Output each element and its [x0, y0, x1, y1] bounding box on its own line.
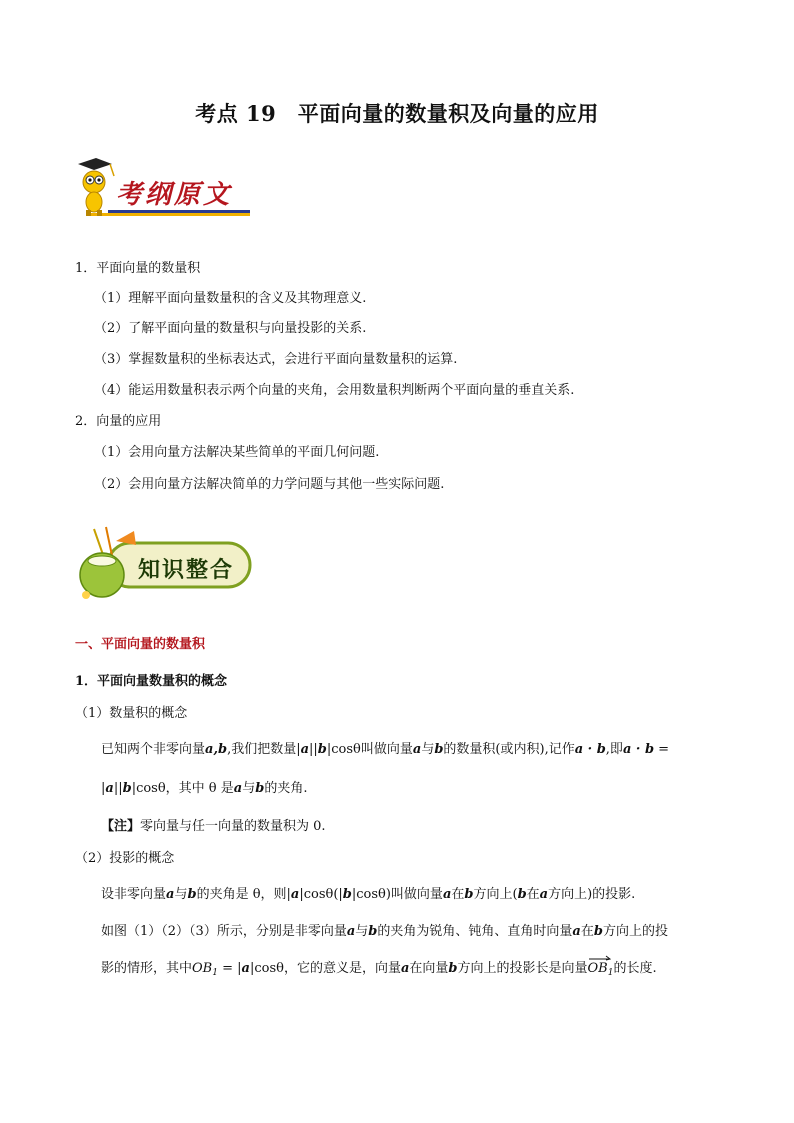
sub-title-dot-product: （1）数量积的概念: [75, 706, 188, 721]
vector-symbol: a: [290, 887, 300, 902]
text: 已知两个非零向量: [101, 742, 206, 757]
vector-symbol: a: [346, 924, 356, 939]
vector-symbol: b: [517, 887, 527, 902]
vector-symbol: b: [317, 742, 327, 757]
segment-label: OB: [192, 961, 213, 976]
vector-symbol: b: [593, 924, 603, 939]
knowledge-badge-text: 知识整合: [138, 557, 235, 583]
vector-symbol: b: [368, 924, 378, 939]
page-title: 考点 19 平面向量的数量积及向量的应用: [195, 101, 599, 126]
subscript: 1: [607, 968, 614, 978]
text: 与: [421, 742, 435, 757]
subscript: 1: [212, 968, 218, 978]
outline-sub-2-2: （2）会用向量方法解决简单的力学问题与其他一些实际问题.: [94, 477, 445, 492]
text: 在向量: [409, 961, 449, 976]
text: 的夹角为锐角、钝角、直角时向量: [377, 924, 573, 939]
vector-symbol: a: [105, 781, 114, 796]
dot-product-symbol: a · b: [622, 742, 655, 757]
text: |cosθ)叫做向量: [351, 887, 443, 902]
text: 的夹角.: [264, 781, 308, 796]
text: ||: [309, 742, 318, 757]
vector-symbol: b: [434, 742, 444, 757]
outline-sub-1-2: （2）了解平面向量的数量积与向量投影的关系.: [94, 321, 367, 336]
vector-symbol: a: [233, 781, 243, 796]
section-title: 一、平面向量的数量积: [75, 637, 206, 652]
text: 的夹角是 θ，则|: [196, 887, 291, 902]
outline-sub-2-1: （1）会用向量方法解决某些简单的平面几何问题.: [94, 445, 380, 460]
text: 与: [242, 781, 256, 796]
vector-symbol: a: [166, 887, 175, 902]
sub-title-projection: （2）投影的概念: [75, 851, 175, 866]
vector-symbol: b: [448, 961, 458, 976]
vector-ob1: [588, 960, 614, 982]
vector-arrow-icon: [588, 955, 612, 961]
text: 方向上的投影长是向量: [457, 961, 588, 976]
syllabus-badge-text: 考纲原文: [116, 180, 233, 210]
note-text: 零向量与任一向量的数量积为 0.: [140, 819, 326, 834]
text: 方向上的投: [602, 924, 668, 939]
vector-symbol: a: [572, 924, 581, 939]
vector-symbol: a,b: [205, 742, 228, 757]
text: = |: [217, 961, 242, 976]
text: ,即: [605, 742, 623, 757]
segment-ob1: [192, 961, 218, 976]
vector-symbol: a: [412, 742, 422, 757]
outline-sub-1-3: （3）掌握数量积的坐标表达式，会进行平面向量数量积的运算.: [94, 352, 458, 367]
syllabus-badge: [70, 158, 255, 220]
text: ,我们把数量|: [227, 742, 301, 757]
knowledge-badge: [72, 525, 254, 603]
text: 设非零向量: [101, 887, 167, 902]
text: 方向上(: [473, 887, 518, 902]
text: =: [654, 742, 670, 757]
text: |cosθ，其中 θ 是: [131, 781, 234, 796]
text: |cosθ，它的意义是，向量: [249, 961, 401, 976]
definition-line-2: [101, 780, 307, 798]
segment-label: OB: [587, 961, 608, 976]
vector-symbol: a: [539, 887, 549, 902]
vector-symbol: b: [255, 781, 265, 796]
vector-symbol: a: [442, 887, 452, 902]
projection-line-2: [101, 923, 668, 941]
text: 在: [451, 887, 465, 902]
projection-line-3: [101, 960, 657, 982]
vector-symbol: a: [300, 742, 310, 757]
vector-symbol: b: [342, 887, 352, 902]
outline-item-1: 1．平面向量的数量积: [75, 261, 201, 276]
text: |cosθ叫做向量: [326, 742, 413, 757]
definition-line-1: [101, 741, 669, 759]
note-line: [101, 818, 326, 836]
text: |: [101, 781, 106, 796]
text: 的数量积(或内积),记作: [443, 742, 575, 757]
dot-product-symbol: a · b: [574, 742, 606, 757]
concept-title: 1．平面向量数量积的概念: [75, 674, 228, 689]
text: 在: [526, 887, 540, 902]
vector-symbol: a: [241, 961, 250, 976]
vector-symbol: a: [400, 961, 410, 976]
text: |cosθ(|: [299, 887, 343, 902]
text: 影的情形，其中: [101, 961, 193, 976]
projection-line-1: [101, 886, 635, 904]
outline-sub-1-4: （4）能运用数量积表示两个向量的夹角，会用数量积判断两个平面向量的垂直关系.: [94, 383, 575, 398]
text: 方向上)的投影.: [548, 887, 636, 902]
text: 的长度.: [613, 961, 657, 976]
outline-sub-1-1: （1）理解平面向量数量积的含义及其物理意义.: [94, 291, 367, 306]
outline-item-2: 2．向量的应用: [75, 414, 162, 429]
text: ||: [113, 781, 123, 796]
text: 在: [580, 924, 594, 939]
text: 与: [174, 887, 188, 902]
vector-symbol: b: [122, 781, 132, 796]
vector-symbol: b: [464, 887, 474, 902]
note-label: 【注】: [101, 819, 141, 834]
vector-symbol: b: [187, 887, 197, 902]
text: 与: [355, 924, 369, 939]
text: 如图（1）（2）（3）所示，分别是非零向量: [101, 924, 347, 939]
